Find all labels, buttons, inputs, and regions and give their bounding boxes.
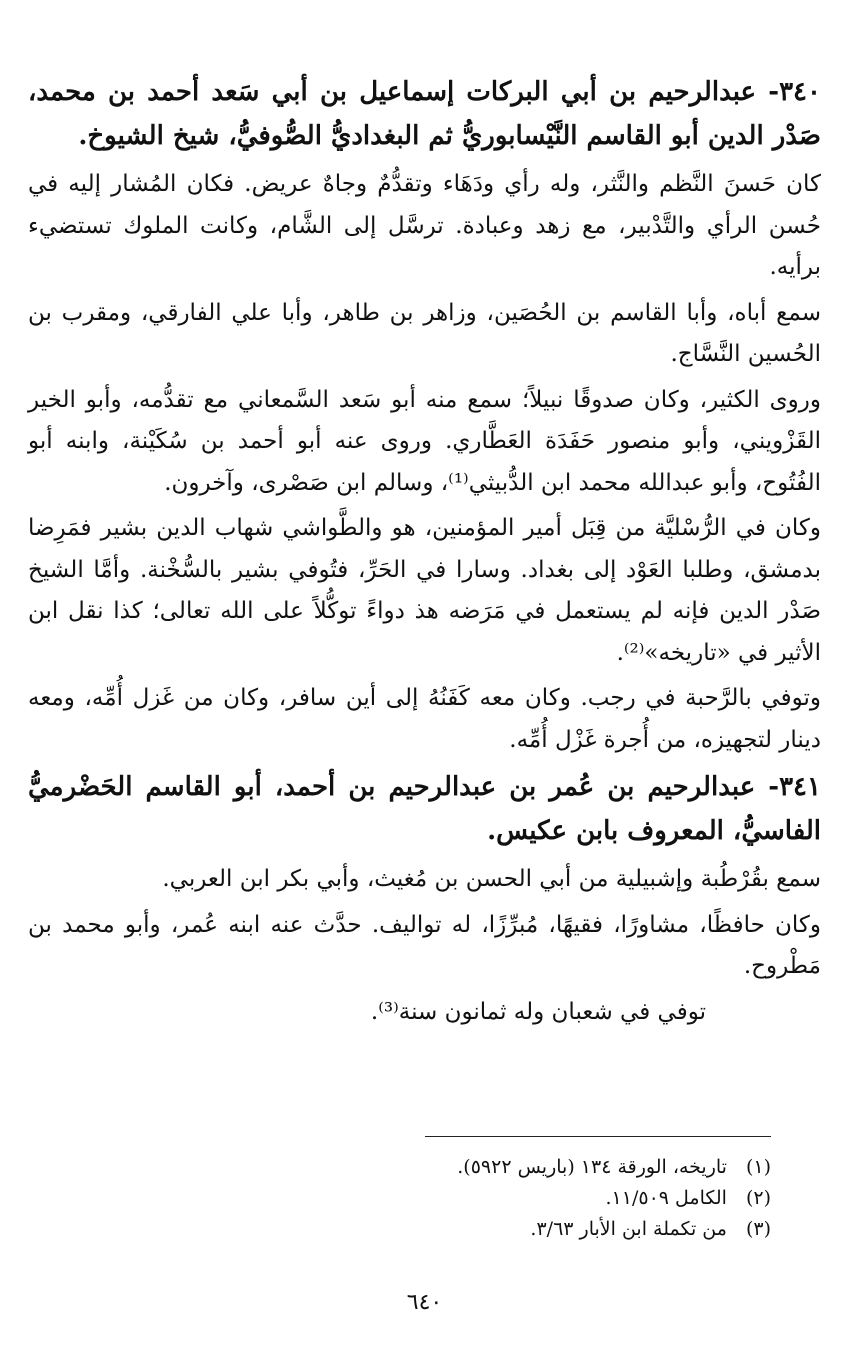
entry-340-paragraph-1: كان حَسنَ النَّظم والنَّثر، وله رأي ودَهَاء وتقدُّمٌ وجاهٌ عريض. فكان المُشار إليه في حُسن الرأي والتَّدْبير، مع زهد وعبادة. ترسَّل إلى الشَّام، وكانت الملوك تستضيء برأيه. bbox=[28, 171, 821, 280]
entry-340-paragraph-4: وكان في الرُّسْليَّة من قِبَل أمير المؤمنين، هو والطَّواشي شهاب الدين بشير فمَرِضا بدمشق، وطلبا العَوْد إلى بغداد. وسارا في الحَرِّ، فتُوفي بشير بالسُّخْنة. وأمَّا الشيخ صَدْر الدين فإنه لم يستعمل في مَرَضه هذ دواءً توكُّلاً على الله تعالى؛ كذا نقل ابن الأثير في «تاريخه»⁽²⁾. bbox=[28, 515, 821, 666]
entry-340-paragraph-5: وتوفي بالرَّحبة في رجب. وكان معه كَفَنُهُ إلى أين سافر، وكان من غَزل أُمِّه، ومعه دينار لتجهيزه، من أُجرة غَزْل أُمِّه. bbox=[28, 685, 821, 753]
page-body bbox=[28, 70, 821, 1037]
footnote-number: (١) bbox=[745, 1156, 771, 1178]
page-number: ٦٤٠ bbox=[406, 1290, 443, 1315]
footnote-text: تاريخه، الورقة ١٣٤ (باريس ٥٩٢٢). bbox=[457, 1156, 727, 1178]
footnote-divider bbox=[425, 1136, 771, 1137]
entry-341-heading: ٣٤١- عبدالرحيم بن عُمر بن عبدالرحيم بن أحمد، أبو القاسم الحَضْرميُّ الفاسيُّ، المعروف بابن عكيس. bbox=[28, 772, 821, 846]
entry-340-paragraph-3: وروى الكثير، وكان صدوقًا نبيلاً؛ سمع منه أبو سَعد السَّمعاني مع تقدُّمه، وأبو الخير القَزْويني، وأبو منصور حَفَدَة العَطَّاري. وروى عنه أبو أحمد بن سُكَيْنة، وابنه أبو الفُتُوح، وأبو عبدالله محمد ابن الدُّبيثي⁽¹⁾، وسالم ابن صَصْرى، وآخرون. bbox=[28, 386, 821, 496]
entry-340-heading: ٣٤٠- عبدالرحيم بن أبي البركات إسماعيل بن أبي سَعد أحمد بن محمد، صَدْر الدين أبو القاسم النَّيْسابوريُّ ثم البغداديُّ الصُّوفيُّ، شيخ الشيوخ. bbox=[28, 77, 821, 151]
footnote-number: (٣) bbox=[745, 1218, 771, 1240]
footnote-2 bbox=[171, 1183, 771, 1214]
entry-341-paragraph-1: سمع بقُرْطُبة وإشبيلية من أبي الحسن بن مُغيث، وأبي بكر ابن العربي. bbox=[162, 866, 821, 892]
entry-341-paragraph-2: وكان حافظًا، مشاورًا، فقيهًا، مُبرِّزًا، له تواليف. حدَّث عنه ابنه عُمر، وأبو محمد بن مَطْروح. bbox=[28, 911, 821, 979]
footnote-3 bbox=[171, 1214, 771, 1245]
footnote-text: من تكملة ابن الأبار ٣/٦٣. bbox=[530, 1218, 727, 1240]
footnote-1 bbox=[171, 1152, 771, 1183]
footnotes bbox=[171, 1152, 771, 1245]
entry-341-last-line: توفي في شعبان وله ثمانون سنة⁽³⁾. bbox=[370, 998, 706, 1025]
footnote-number: (٢) bbox=[745, 1187, 771, 1209]
entry-340-paragraph-2: سمع أباه، وأبا القاسم بن الحُصَين، وزاهر بن طاهر، وأبا علي الفارقي، ومقرب بن الحُسين النَّسَّاج. bbox=[28, 299, 821, 367]
footnote-text: الكامل ١١/٥٠٩. bbox=[605, 1187, 727, 1209]
